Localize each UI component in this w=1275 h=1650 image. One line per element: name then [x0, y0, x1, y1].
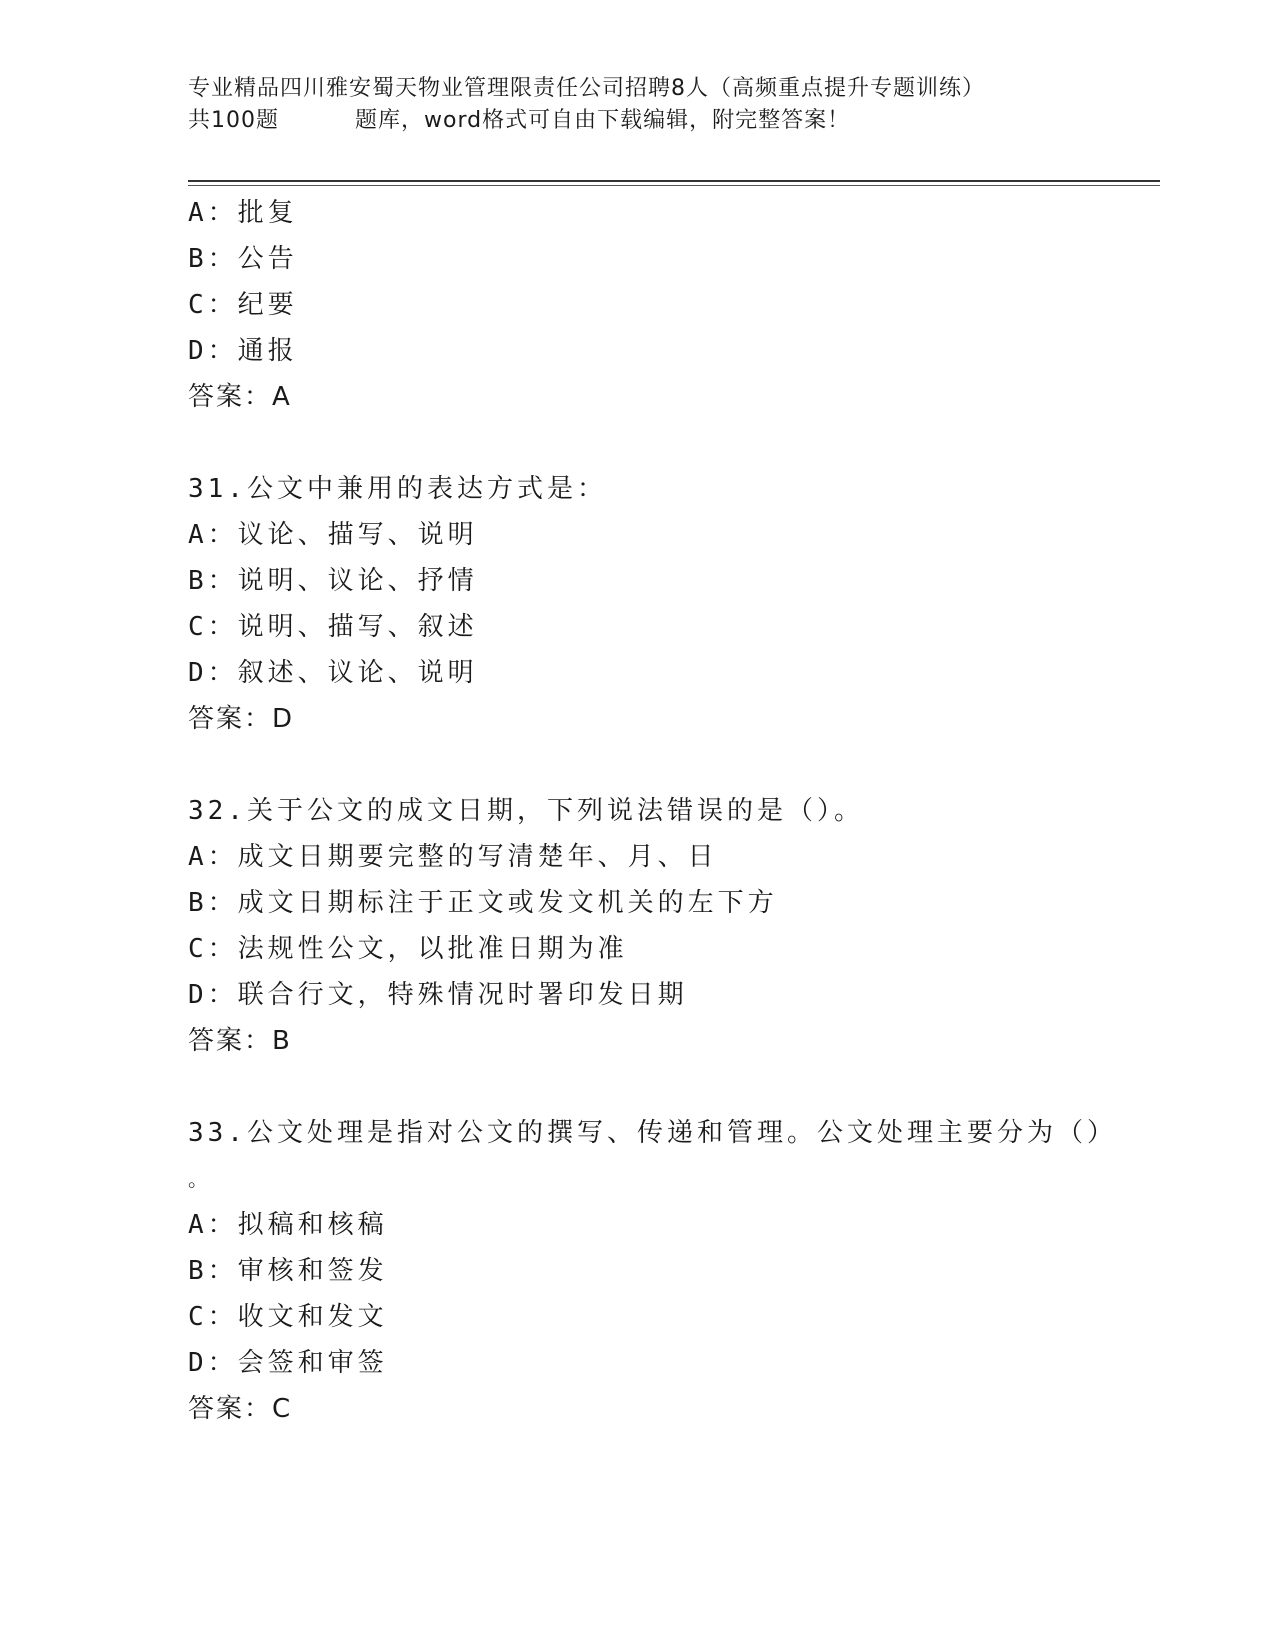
answer: 答案：A [188, 382, 292, 412]
option-d: D：会签和审签 [188, 1348, 388, 1378]
option-b: B：说明、议论、抒情 [188, 566, 478, 596]
header-count: 共100题 [188, 108, 279, 133]
question-stem: 31.公文中兼用的表达方式是： [188, 474, 607, 504]
question-block-33 [188, 1110, 1148, 1432]
question-stem: 32.关于公文的成文日期，下列说法错误的是（）。 [188, 796, 864, 826]
option-c: C：收文和发文 [188, 1302, 388, 1332]
answer: 答案：D [188, 704, 295, 734]
question-block-partial [188, 190, 1148, 420]
question-list [188, 190, 1148, 1432]
question-block-31 [188, 466, 1148, 742]
option-b: B：审核和签发 [188, 1256, 388, 1286]
option-c: C：法规性公文，以批准日期为准 [188, 934, 628, 964]
header-description: 题库，word格式可自由下载编辑，附完整答案！ [355, 108, 851, 133]
question-block-32 [188, 788, 1148, 1064]
header-title: 专业精品四川雅安蜀天物业管理限责任公司招聘8人（高频重点提升专题训练） [188, 76, 985, 101]
option-a: A：拟稿和核稿 [188, 1210, 388, 1240]
document-header [188, 73, 1148, 137]
header-subtitle [188, 105, 1148, 137]
option-b: B：公告 [188, 244, 298, 274]
header-divider-thin [188, 185, 1160, 186]
answer: 答案：B [188, 1026, 292, 1056]
option-a: A：批复 [188, 198, 298, 228]
question-stem: 33.公文处理是指对公文的撰写、传递和管理。公文处理主要分为（） [188, 1118, 1117, 1148]
option-d: D：叙述、议论、说明 [188, 658, 478, 688]
option-c: C：纪要 [188, 290, 298, 320]
option-a: A：议论、描写、说明 [188, 520, 478, 550]
answer: 答案：C [188, 1394, 293, 1424]
option-a: A：成文日期要完整的写清楚年、月、日 [188, 842, 718, 872]
option-d: D：通报 [188, 336, 298, 366]
option-b: B：成文日期标注于正文或发文机关的左下方 [188, 888, 778, 918]
header-divider [188, 180, 1160, 182]
question-stem-continuation: 。 [188, 1167, 212, 1191]
option-d: D：联合行文，特殊情况时署印发日期 [188, 980, 688, 1010]
option-c: C：说明、描写、叙述 [188, 612, 478, 642]
